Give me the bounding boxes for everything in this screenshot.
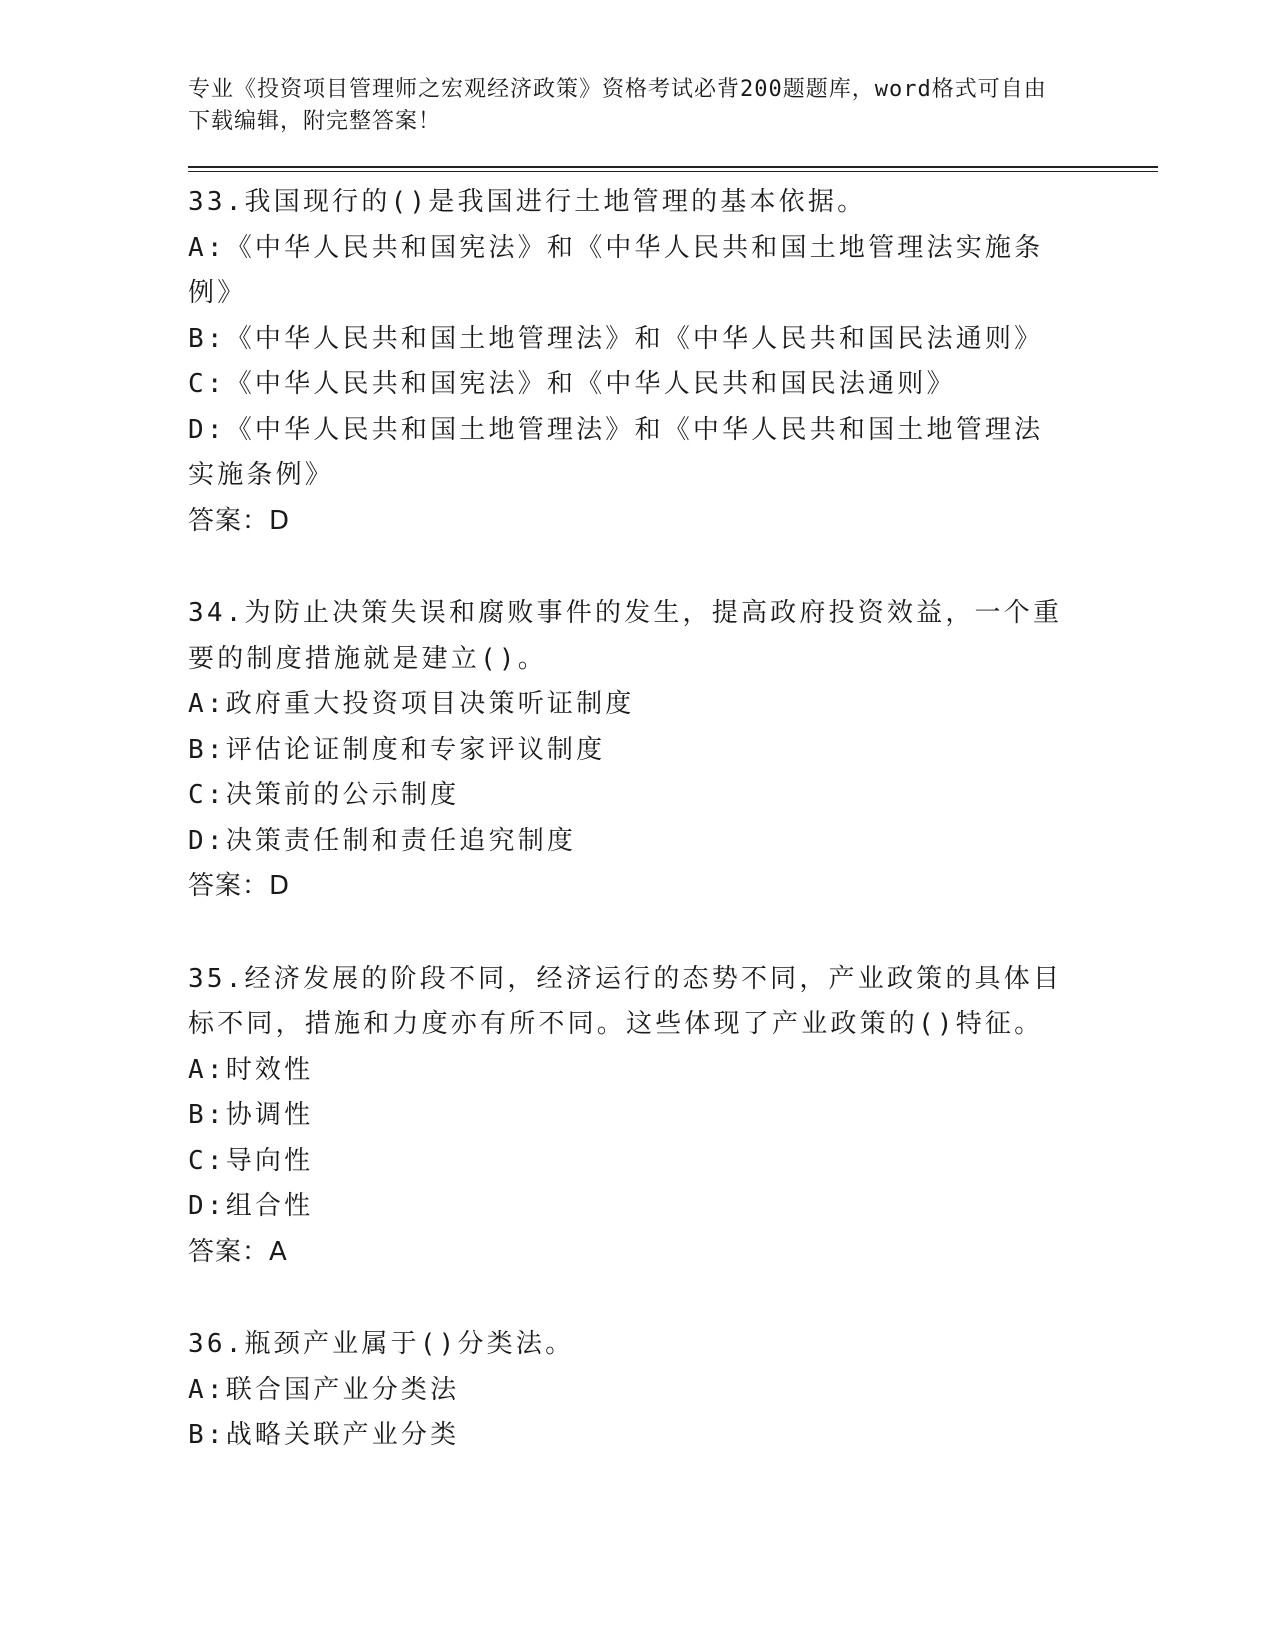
question-35 xyxy=(188,957,1158,1276)
document-header: 专业《投资项目管理师之宏观经济政策》资格考试必背200题题库，word格式可自由下载编辑，附完整答案！ xyxy=(188,77,1047,134)
option-c: C:导向性 xyxy=(188,1145,314,1176)
option-d: D:决策责任制和责任追究制度 xyxy=(188,825,577,856)
option-b: B:评估论证制度和专家评议制度 xyxy=(188,734,606,765)
header-divider-thick xyxy=(188,166,1158,168)
answer-line: 答案：D xyxy=(188,505,291,536)
answer-line: 答案：A xyxy=(188,1236,288,1267)
question-stem: 33.我国现行的()是我国进行土地管理的基本依据。 xyxy=(188,187,867,217)
option-d: D:《中华人民共和国土地管理法》和《中华人民共和国土地管理法实施条例》 xyxy=(188,414,1044,490)
question-36 xyxy=(188,1322,1158,1459)
question-33 xyxy=(188,180,1158,544)
question-list xyxy=(188,180,1158,1459)
option-b: B:协调性 xyxy=(188,1100,314,1130)
option-a: A:《中华人民共和国宪法》和《中华人民共和国土地管理法实施条例》 xyxy=(188,232,1044,308)
option-c: C:《中华人民共和国宪法》和《中华人民共和国民法通则》 xyxy=(188,369,956,399)
option-c: C:决策前的公示制度 xyxy=(188,780,460,810)
answer-line: 答案：D xyxy=(188,871,291,901)
question-stem: 34.为防止决策失误和腐败事件的发生，提高政府投资效益，一个重要的制度措施就是建立()。 xyxy=(188,598,1063,674)
option-a: A:时效性 xyxy=(188,1054,314,1085)
question-stem: 35.经济发展的阶段不同，经济运行的态势不同，产业政策的具体目标不同，措施和力度亦有所不同。这些体现了产业政策的()特征。 xyxy=(188,963,1063,1039)
option-b: B:战略关联产业分类 xyxy=(188,1420,460,1450)
question-stem: 36.瓶颈产业属于()分类法。 xyxy=(188,1329,575,1359)
option-d: D:组合性 xyxy=(188,1191,314,1221)
question-34 xyxy=(188,591,1158,910)
option-a: A:联合国产业分类法 xyxy=(188,1374,460,1405)
header-divider-thin xyxy=(188,171,1158,172)
option-a: A:政府重大投资项目决策听证制度 xyxy=(188,689,635,719)
document-page xyxy=(188,74,1158,1506)
option-b: B:《中华人民共和国土地管理法》和《中华人民共和国民法通则》 xyxy=(188,323,1044,354)
